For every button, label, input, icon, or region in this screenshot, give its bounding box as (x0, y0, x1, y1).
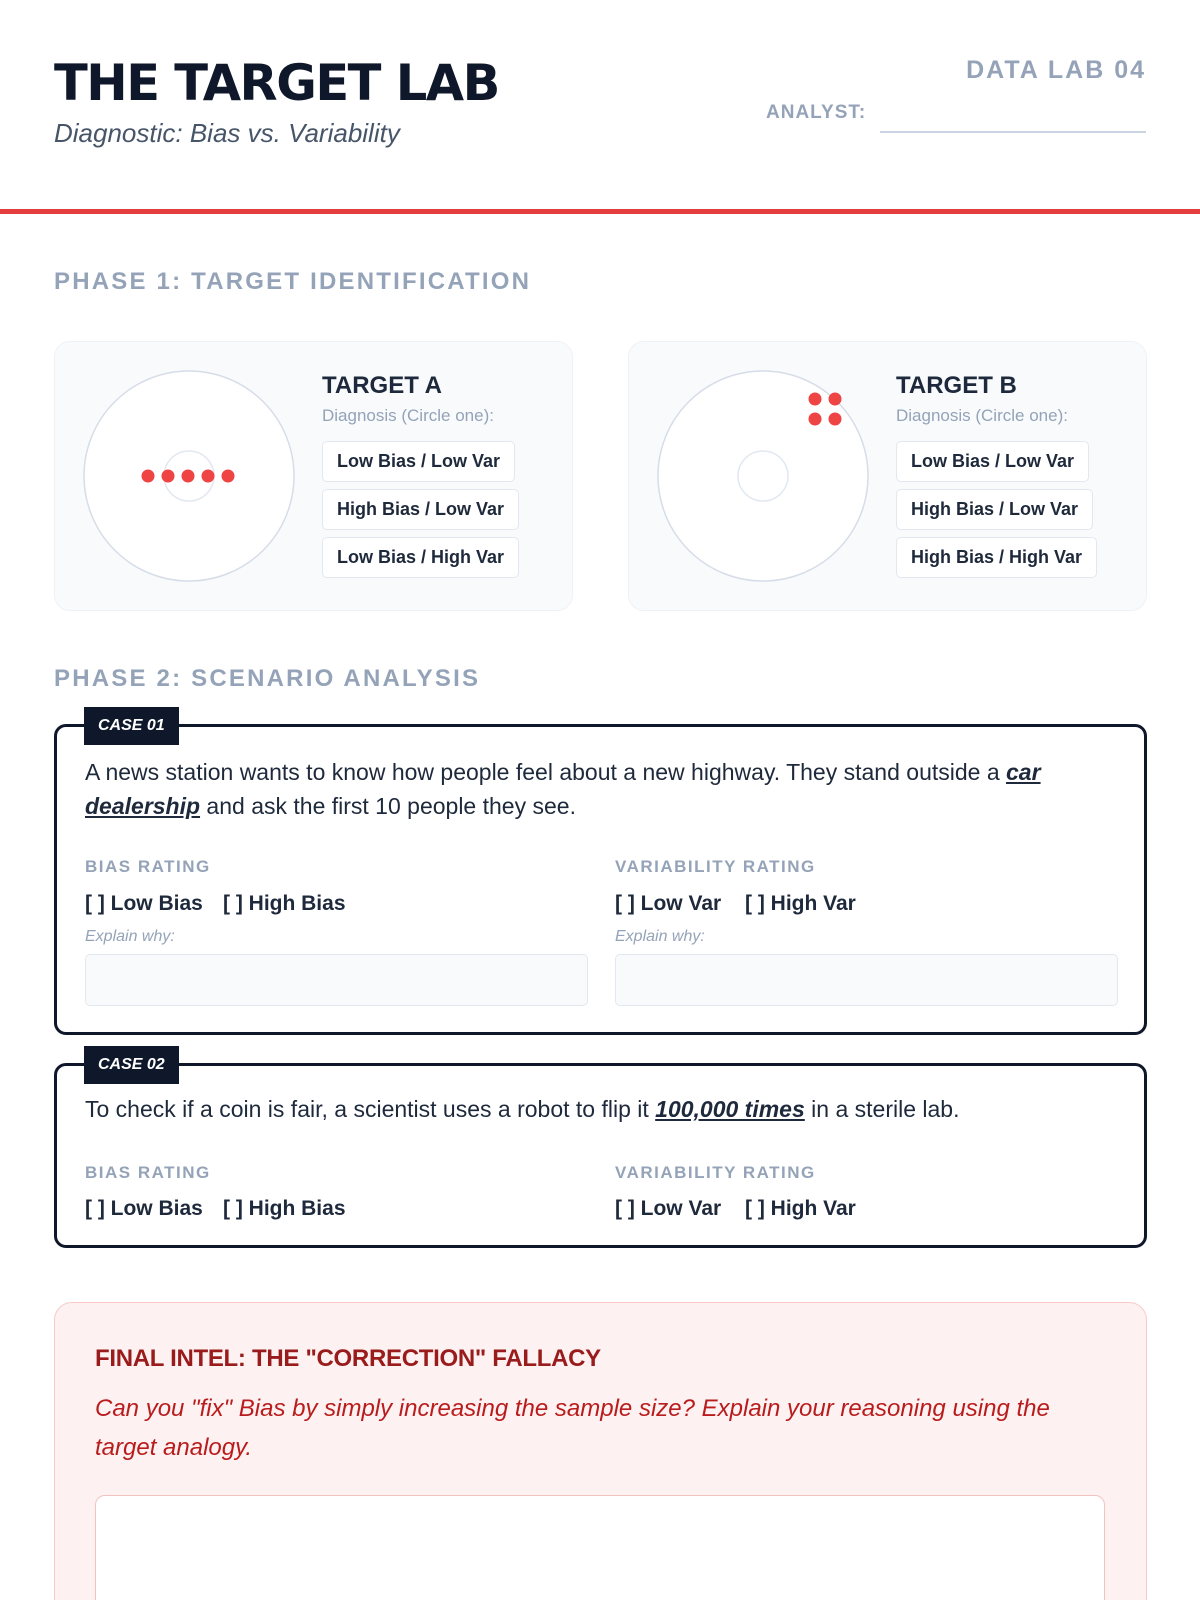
case-01-card (54, 724, 1147, 1035)
lab-id: DATA LAB 04 (966, 56, 1146, 84)
analyst-input-line[interactable] (880, 131, 1146, 133)
target-b-option[interactable]: High Bias / High Var (896, 537, 1097, 578)
target-a-option[interactable]: Low Bias / High Var (322, 537, 519, 578)
target-card-a (54, 341, 573, 611)
scenario-text: To check if a coin is fair, a scientist uses a robot to flip it (85, 1096, 656, 1122)
target-b-option[interactable]: High Bias / Low Var (896, 489, 1093, 530)
bias-rating-label: BIAS RATING (85, 857, 211, 876)
page-title: THE TARGET LAB (54, 54, 499, 112)
target-a-name: TARGET A (322, 372, 442, 399)
case-02-tag: CASE 02 (84, 1046, 179, 1084)
bias-rating-label: BIAS RATING (85, 1163, 211, 1182)
high-var-checkbox[interactable]: [ ] High Var (745, 892, 856, 915)
low-bias-checkbox[interactable]: [ ] Low Bias (85, 892, 203, 915)
shot-dot (809, 413, 822, 426)
analyst-label: ANALYST: (766, 102, 867, 123)
variability-rating-label: VARIABILITY RATING (615, 857, 816, 876)
final-answer-input[interactable] (95, 1495, 1105, 1600)
shot-dot (182, 470, 195, 483)
variability-explain-input[interactable] (615, 954, 1118, 1006)
bias-explain-input[interactable] (85, 954, 588, 1006)
final-intel-question: Can you "fix" Bias by simply increasing the sample size? Explain your reasoning using the target analogy. (95, 1395, 1050, 1461)
shot-dot (162, 470, 175, 483)
phase1-heading: PHASE 1: TARGET IDENTIFICATION (54, 268, 532, 295)
target-b-option[interactable]: Low Bias / Low Var (896, 441, 1089, 482)
case-02-card (54, 1063, 1147, 1248)
target-b-diagram (656, 369, 870, 583)
final-intel-title: FINAL INTEL: THE "CORRECTION" FALLACY (95, 1345, 601, 1372)
high-bias-checkbox[interactable]: [ ] High Bias (223, 892, 346, 915)
target-card-b (628, 341, 1147, 611)
case-02-scenario (85, 1092, 1116, 1126)
target-a-option[interactable]: High Bias / Low Var (322, 489, 519, 530)
phase2-heading: PHASE 2: SCENARIO ANALYSIS (54, 665, 481, 692)
target-a-diagram (82, 369, 296, 583)
target-b-name: TARGET B (896, 372, 1017, 399)
shot-dot (809, 393, 822, 406)
page-header (0, 0, 1200, 214)
low-var-checkbox[interactable]: [ ] Low Var (615, 1197, 722, 1220)
low-bias-checkbox[interactable]: [ ] Low Bias (85, 1197, 203, 1220)
high-var-checkbox[interactable]: [ ] High Var (745, 1197, 856, 1220)
scenario-text: in a sterile lab. (804, 1096, 960, 1122)
page-subtitle: Diagnostic: Bias vs. Variability (54, 118, 400, 148)
case-01-tag: CASE 01 (84, 707, 179, 745)
shot-dot (202, 470, 215, 483)
scenario-text: A news station wants to know how people feel about a new highway. They stand outside a (85, 759, 1007, 785)
case-01-scenario (85, 755, 1116, 823)
target-b-instruction: Diagnosis (Circle one): (896, 406, 1068, 425)
shot-dot (222, 470, 235, 483)
shot-dot (142, 470, 155, 483)
low-var-checkbox[interactable]: [ ] Low Var (615, 892, 722, 915)
explain-label: Explain why: (615, 928, 705, 945)
shot-dot (829, 393, 842, 406)
scenario-emphasis: 100,000 times (655, 1096, 805, 1122)
scenario-text: and ask the first 10 people they see. (200, 793, 576, 819)
variability-rating-label: VARIABILITY RATING (615, 1163, 816, 1182)
target-a-instruction: Diagnosis (Circle one): (322, 406, 494, 425)
high-bias-checkbox[interactable]: [ ] High Bias (223, 1197, 346, 1220)
final-intel-card (54, 1302, 1147, 1600)
shot-dot (829, 413, 842, 426)
target-bullseye (738, 451, 788, 501)
explain-label: Explain why: (85, 928, 175, 945)
scenario-emphasis: car dealership (85, 759, 1041, 819)
target-a-option[interactable]: Low Bias / Low Var (322, 441, 515, 482)
